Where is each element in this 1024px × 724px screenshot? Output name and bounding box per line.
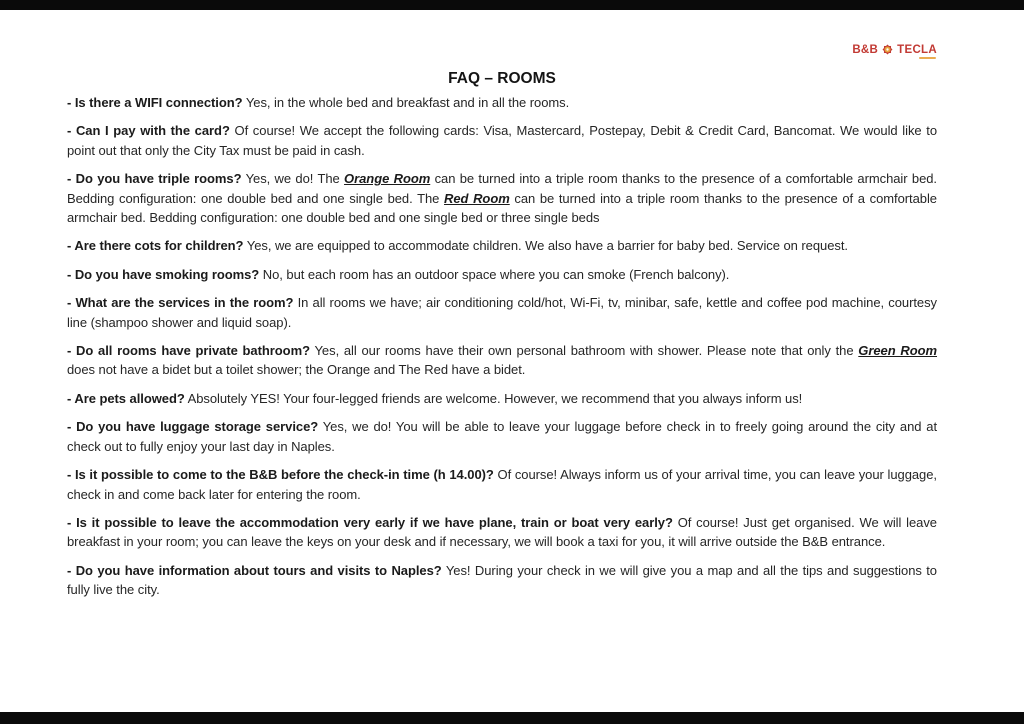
faq-question: - Can I pay with the card? <box>67 123 230 139</box>
scan-edge-top <box>0 0 1024 10</box>
faq-item <box>67 236 937 255</box>
faq-answer-text: In all rooms we have; air conditioning cold/hot, Wi-Fi, tv, minibar, safe, kettle and coffee pod machine, courtesy line (shampoo shower and liquid soap). <box>67 295 937 330</box>
faq-question: - Do you have luggage storage service? <box>67 419 319 435</box>
faq-answer-text: Yes! During your check in we will give you a map and all the tips and suggestions to fully live the city. <box>67 562 937 598</box>
faq-question: - Do you have information about tours and visits to Naples? <box>67 562 442 578</box>
bnb-tecla-logo <box>852 43 937 56</box>
sun-star-icon <box>881 43 894 56</box>
faq-answer-text: Yes, we are equipped to accommodate children. We also have a barrier for baby bed. Service on request. <box>243 238 848 254</box>
faq-item <box>67 417 937 456</box>
faq-list <box>67 93 937 600</box>
faq-question: - Do all rooms have private bathroom? <box>67 343 310 359</box>
faq-answer-text: Of course! We accept the following cards: Visa, Mastercard, Postepay, Debit & Credit Card, Bancomat. We would like to point out that only the City Tax must be paid in cash. <box>67 123 938 158</box>
faq-item <box>67 465 937 504</box>
faq-answer-text: Of course! Just get organised. We will leave breakfast in your room; you can leave the keys on your desk and if necessary, we will book a taxi for you, it will arrive outside the B&B entrance. <box>67 514 937 550</box>
logo-swash <box>919 57 936 59</box>
faq-question: - Is it possible to leave the accommodation very early if we have plane, train or boat very early? <box>67 514 673 530</box>
faq-question: - Is it possible to come to the B&B before the check-in time (h 14.00)? <box>67 467 494 483</box>
faq-question: - Is there a WIFI connection? <box>67 95 243 110</box>
document-content <box>67 71 937 609</box>
faq-item <box>67 341 937 380</box>
faq-answer-text: Yes, we do! The <box>241 171 345 187</box>
faq-item <box>67 561 937 600</box>
faq-answer-text: can be turned into a triple room thanks to the presence of a comfortable armchair bed. Bedding configuration: one double bed and one single bed or three single beds <box>67 190 937 226</box>
faq-question: - Are there cots for children? <box>67 238 244 254</box>
scan-edge-bottom <box>0 712 1024 724</box>
faq-item <box>67 265 937 284</box>
page-title: FAQ – ROOMS <box>448 70 556 87</box>
faq-answer-text: does not have a bidet but a toilet shower; the Orange and The Red have a bidet. <box>67 362 526 378</box>
faq-answer-text: can be turned into a triple room thanks to the presence of a comfortable armchair bed. Bedding configuration: one double bed and one single bed. The <box>67 171 937 206</box>
faq-answer-text: Yes, we do! You will be able to leave your luggage before check in to freely going around the city and at check out to fully enjoy your last day in Naples. <box>67 419 938 454</box>
logo-name <box>897 44 937 56</box>
faq-answer-text: Of course! Always inform us of your arrival time, you can leave your luggage, check in and come back later for entering the room. <box>67 467 937 502</box>
logo-name-text: TECLA <box>897 43 937 56</box>
faq-item <box>67 169 937 227</box>
logo-prefix: B&B <box>852 43 879 56</box>
faq-item <box>67 293 937 332</box>
faq-answer-text: Yes, in the whole bed and breakfast and in all the rooms. <box>242 95 570 110</box>
room-name-link: Red Room <box>444 190 510 206</box>
faq-question: - Do you have smoking rooms? <box>67 266 260 282</box>
faq-item <box>67 121 937 160</box>
room-name-link: Orange Room <box>344 171 431 187</box>
faq-item <box>67 513 937 552</box>
faq-question: - What are the services in the room? <box>67 295 294 311</box>
faq-item <box>67 93 937 112</box>
faq-answer-text: Absolutely YES! Your four-legged friends are welcome. However, we recommend that you always inform us! <box>184 390 803 406</box>
room-name-link: Green Room <box>858 343 938 359</box>
faq-item <box>67 389 937 408</box>
faq-answer-text: Yes, all our rooms have their own personal bathroom with shower. Please note that only the <box>309 343 859 359</box>
faq-answer-text: No, but each room has an outdoor space where you can smoke (French balcony). <box>259 266 730 282</box>
faq-question: - Are pets allowed? <box>67 390 185 406</box>
faq-question: - Do you have triple rooms? <box>67 171 242 187</box>
